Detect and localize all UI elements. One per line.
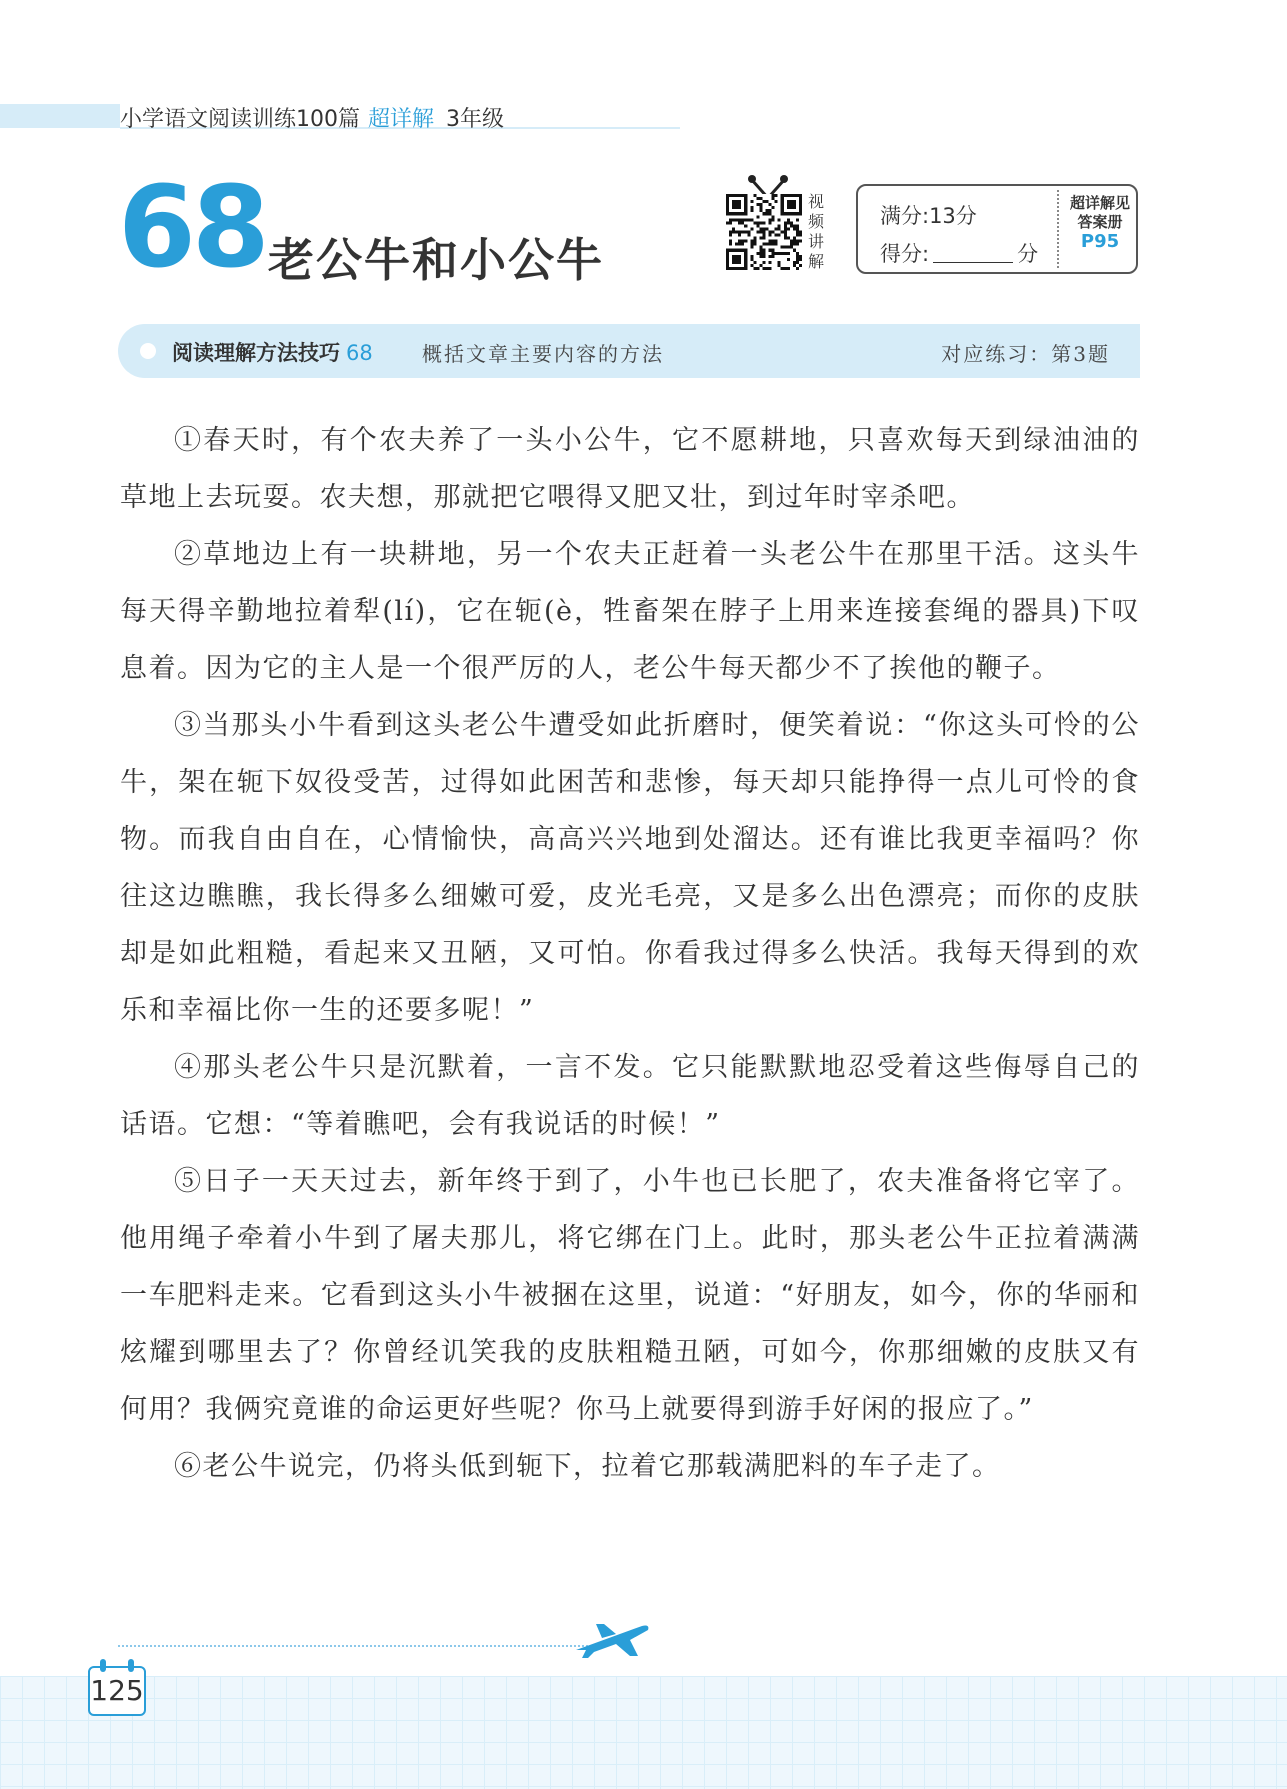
lesson-number: 68 — [118, 163, 266, 293]
answer-ref-page: P95 — [1080, 231, 1120, 252]
qr-label-char: 解 — [808, 252, 825, 271]
paragraph-6: ⑥老公牛说完，仍将头低到轭下，拉着它那载满肥料的车子走了。 — [174, 1451, 1001, 1482]
score-field — [880, 238, 1038, 268]
qr-label-char: 讲 — [808, 232, 825, 251]
bullet-icon — [140, 343, 156, 359]
method-label — [172, 337, 373, 367]
calendar-ring-icon — [128, 1659, 134, 1672]
paragraph-3: ③当那头小牛看到这头老公牛遭受如此折磨时，便笑着说：“你这头可怜的公牛，架在轭下奴役受苦，过得如此困苦和悲惨，每天却只能挣得一点儿可怜的食物。而我自由自在，心情愉快，高高兴兴地到处溜达。还有谁比我更幸福吗？你往这边瞧瞧，我长得多么细嫩可爱，皮光毛亮，又是多么出色漂亮；而你的皮肤却是如此粗糙，看起来又丑陋，又可怕。你看我过得多么快活。我每天得到的欢乐和幸福比你一生的还要多呢！” — [120, 710, 1140, 1026]
paragraph-2: ②草地边上有一块耕地，另一个农夫正赶着一头老公牛在那里干活。这头牛每天得辛勤地拉着犁(lí)，它在轭(è，牲畜架在脖子上用来连接套绳的器具)下叹息着。因为它的主人是一个很严厉的人，老公牛每天都少不了挨他的鞭子。 — [120, 539, 1140, 684]
footer-grid-band — [0, 1676, 1287, 1789]
method-description: 概括文章主要内容的方法 — [422, 342, 664, 366]
page-number-badge — [88, 1666, 146, 1716]
score-unit: 分 — [1017, 242, 1039, 266]
score-label: 得分: — [880, 242, 930, 266]
reading-passage — [120, 412, 1140, 1495]
method-number: 68 — [346, 341, 373, 365]
score-box — [856, 184, 1138, 274]
answer-ref-line1: 超详解见 — [1069, 194, 1130, 212]
airplane-icon — [572, 1616, 652, 1660]
edition-label: 超详解 — [368, 107, 435, 132]
score-blank[interactable] — [933, 262, 1013, 263]
answer-reference — [1062, 194, 1138, 251]
score-divider — [1057, 190, 1059, 268]
lesson-title: 老公牛和小公牛 — [268, 233, 604, 287]
qr-code-icon[interactable] — [726, 194, 802, 270]
header-band — [0, 104, 120, 128]
calendar-ring-icon — [100, 1659, 106, 1672]
paragraph-1: ①春天时，有个农夫养了一头小公牛，它不愿耕地，只喜欢每天到绿油油的草地上去玩耍。农夫想，那就把它喂得又肥又壮，到过年时宰杀吧。 — [120, 425, 1140, 513]
full-score: 满分:13分 — [880, 204, 977, 228]
paragraph-4: ④那头老公牛只是沉默着，一言不发。它只能默默地忍受着这些侮辱自己的话语。它想：“等着瞧吧，会有我说话的时候！” — [120, 1052, 1140, 1140]
method-bar — [118, 324, 1140, 378]
paragraph-5: ⑤日子一天天过去，新年终于到了，小牛也已长肥了，农夫准备将它宰了。他用绳子牵着小牛到了屠夫那儿，将它绑在门上。此时，那头老公牛正拉着满满一车肥料走来。它看到这头小牛被捆在这里，说道：“好朋友，如今，你的华丽和炫耀到哪里去了？你曾经讥笑我的皮肤粗糙丑陋，可如今，你那细嫩的皮肤又有何用？我俩究竟谁的命运更好些呢？你马上就要得到游手好闲的报应了。” — [120, 1166, 1140, 1425]
method-label-text: 阅读理解方法技巧 — [172, 341, 340, 365]
footer-dotted-line — [118, 1645, 588, 1647]
qr-label-char: 视 — [808, 192, 825, 211]
video-explanation-label — [808, 192, 828, 272]
running-header — [120, 102, 504, 133]
book-title: 小学语文阅读训练100篇 — [120, 107, 360, 132]
grade-label: 3年级 — [446, 107, 505, 132]
practice-reference: 对应练习：第3题 — [941, 342, 1110, 366]
page-number: 125 — [90, 1674, 144, 1707]
qr-label-char: 频 — [808, 212, 825, 231]
answer-ref-line2: 答案册 — [1077, 213, 1123, 231]
